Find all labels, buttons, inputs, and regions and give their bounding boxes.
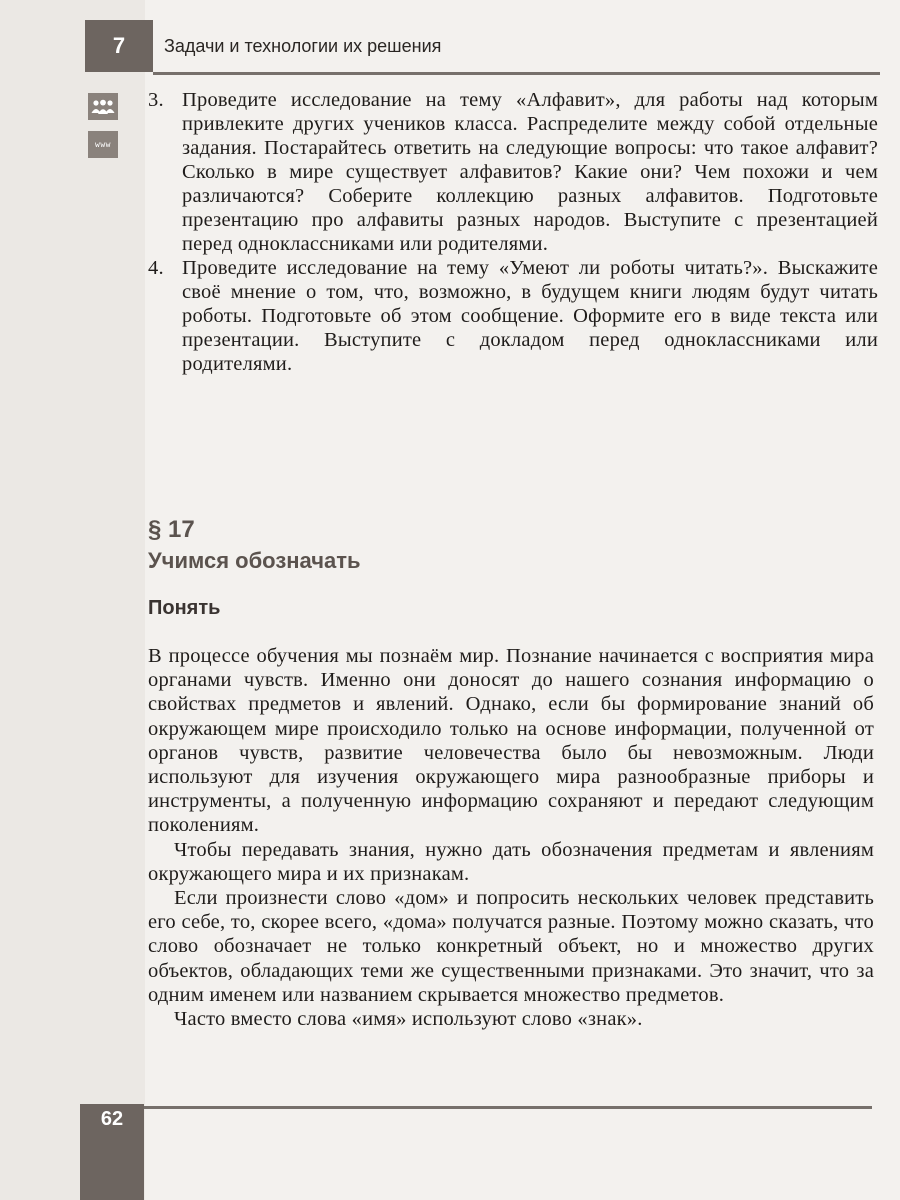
paragraph: Если произнести слово «дом» и попросить нескольких человек представить его себе, то, скорее всего, «дома» получатся разные. Поэтому можно сказать, что слово обозначает не только конкретный объект, но и множество других объектов, обладающих теми же существенными признаками. Это значит, что за одним именем или названием скрывается множество предметов. [148,887,874,1006]
section-title: Учимся обозначать [148,548,361,573]
www-label: www [95,140,111,149]
chapter-number: 7 [112,33,126,58]
task-text: Проведите исследование на тему «Умеют ли роботы читать?». Выскажите своё мнение о том, что, возможно, в будущем книги людям будут читать роботы. Подготовьте об этом сообщение. Оформите его в виде текста или презентации. Выступите с докладом перед одноклассниками или родителями. [182,257,878,375]
task-text: Проведите исследование на тему «Алфавит», для работы над которым привлеките других учеников класса. Распределите между собой отдельные задания. Постарайтесь ответить на следующие вопросы: что такое алфавит? Сколько в мире существует алфавитов? Какие они? Чем похожи и чем различаются? Соберите коллекцию разных алфавитов. Подготовьте презентацию про алфавиты разных народов. Выступите с презентацией перед одноклассниками или родителями. [182,89,878,255]
www-icon [88,131,118,158]
task-item [148,256,878,376]
chapter-number-box [85,20,153,72]
subheading: Понять [148,597,221,619]
page-number: 62 [100,1108,124,1130]
footer-divider [144,1106,872,1109]
paragraph: Часто вместо слова «имя» используют слово «знак». [174,1008,643,1031]
group-work-icon [88,93,118,120]
body-text [148,644,874,1031]
header-divider [153,72,880,75]
paragraph: Чтобы передавать знания, нужно дать обозначения предметам и явлениям окружающего мира и их признакам. [148,838,874,885]
running-header-title: Задачи и технологии их решения [164,36,442,56]
task-list [148,88,878,376]
task-number: 3. [148,89,164,111]
task-number: 4. [148,257,164,279]
paragraph: В процессе обучения мы познаём мир. Познание начинается с восприятия мира органами чувств. Именно они доносят до нашего сознания информацию о свойствах предметов и явлений. Однако, если бы формирование знаний об окружающем мире происходило только на основе информации, полученной от органов чувств, развитие человечества было бы невозможным. Люди используют для изучения окружающего мира разнообразные приборы и инструменты, а полученную информацию сохраняют и передают следующим поколениям. [148,645,874,837]
left-margin [0,0,145,1200]
task-item [148,88,878,256]
section-number: § 17 [148,516,195,543]
